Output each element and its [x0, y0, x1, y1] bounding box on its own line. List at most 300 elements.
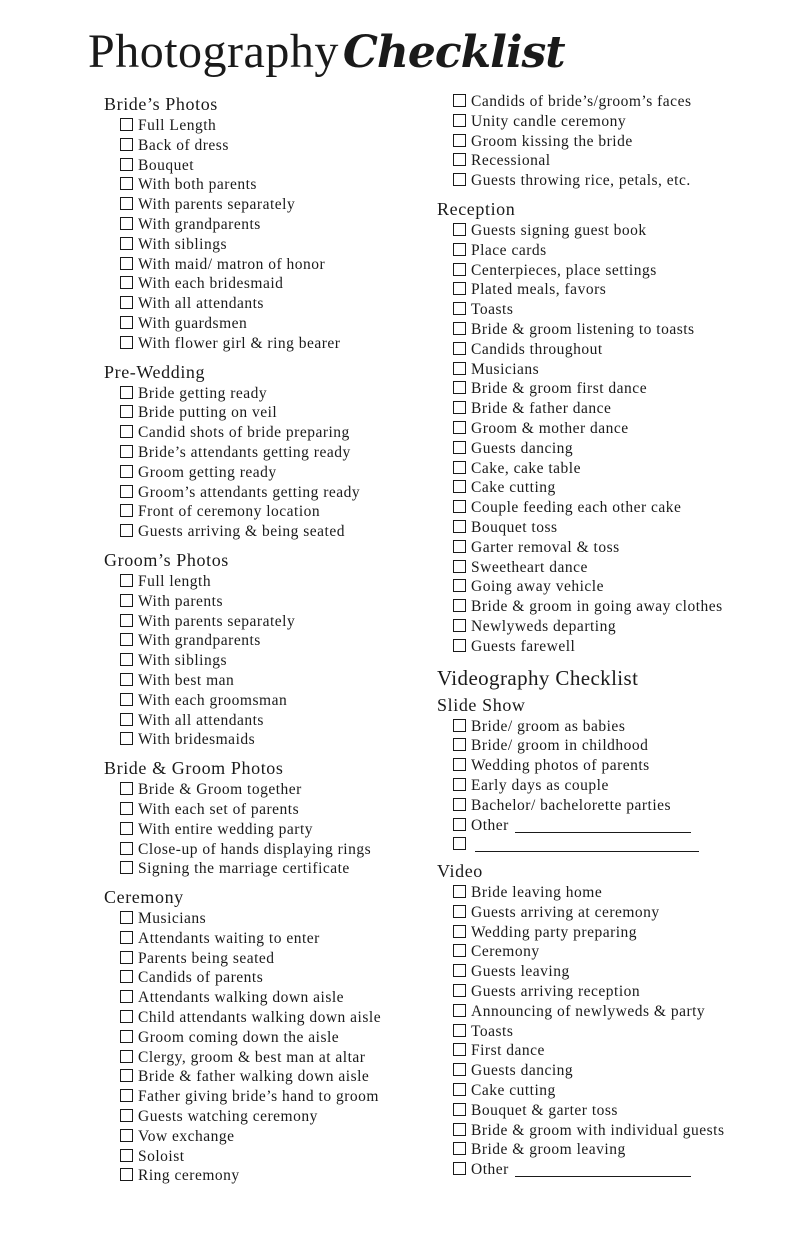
checklist-item-label: Bouquet & garter toss	[471, 1101, 618, 1119]
title-script: Checklist	[342, 27, 565, 78]
checkbox[interactable]	[120, 693, 133, 706]
checklist-item	[437, 923, 797, 943]
checkbox[interactable]	[120, 842, 133, 855]
checkbox[interactable]	[453, 560, 466, 573]
checklist-item	[104, 255, 434, 275]
checklist-item-label: With both parents	[138, 176, 257, 194]
left-column	[104, 92, 434, 1186]
checklist-item	[437, 241, 797, 261]
checkbox[interactable]	[120, 1109, 133, 1122]
checklist-item-label: Bouquet toss	[471, 518, 558, 536]
section-heading: Pre-Wedding	[104, 361, 206, 382]
checklist-item	[104, 1067, 434, 1087]
section-heading: Groom’s Photos	[104, 549, 229, 570]
checkbox[interactable]	[453, 114, 466, 127]
checklist-item-label: Father giving bride’s hand to groom	[138, 1088, 379, 1106]
checklist-section	[104, 360, 434, 542]
checklist-item-label: Cake, cake table	[471, 459, 581, 477]
checklist-item-label: With maid/ matron of honor	[138, 255, 326, 273]
checkbox[interactable]	[453, 1024, 466, 1037]
checklist-item-label: With all attendants	[138, 295, 264, 313]
write-in-line[interactable]	[475, 839, 699, 852]
checklist-item	[437, 171, 797, 191]
checklist-item	[104, 780, 434, 800]
checklist-item-label: With grandparents	[138, 632, 261, 650]
checklist-item-label: First dance	[471, 1042, 545, 1060]
checklist-item	[437, 498, 797, 518]
checklist-item-label: Bride & father walking down aisle	[138, 1068, 370, 1086]
checkbox[interactable]	[453, 381, 466, 394]
checklist-item	[104, 463, 434, 483]
checklist-item-label: Wedding party preparing	[471, 923, 638, 941]
checklist-item	[437, 756, 797, 776]
checkbox[interactable]	[120, 970, 133, 983]
checklist-item	[437, 379, 797, 399]
videography-title: Videography Checklist	[437, 665, 639, 690]
checklist-item	[104, 136, 434, 156]
checklist-item	[104, 483, 434, 503]
checkbox[interactable]	[453, 1123, 466, 1136]
checklist-item	[104, 909, 434, 929]
checklist-item-label: Toasts	[471, 301, 514, 319]
checklist-item	[104, 1147, 434, 1167]
checklist-item-label: Bride & father dance	[471, 400, 612, 418]
checkbox[interactable]	[120, 197, 133, 210]
checkbox[interactable]	[120, 951, 133, 964]
section-slide-show	[437, 693, 797, 856]
checkbox[interactable]	[120, 276, 133, 289]
checkbox[interactable]	[453, 322, 466, 335]
checkbox[interactable]	[453, 520, 466, 533]
checklist-item	[104, 175, 434, 195]
checklist-item	[437, 597, 797, 617]
checklist-item-label: Guests arriving at ceremony	[471, 903, 660, 921]
checklist-item-label: Plated meals, favors	[471, 281, 607, 299]
checklist-item	[437, 132, 797, 152]
checklist-item	[437, 717, 797, 737]
checklist-item	[104, 572, 434, 592]
checklist-item-label: Newlyweds departing	[471, 617, 617, 635]
checkbox[interactable]	[120, 732, 133, 745]
checklist-item	[437, 942, 797, 962]
checklist-item-label: Bride getting ready	[138, 384, 268, 402]
checkbox[interactable]	[453, 1004, 466, 1017]
checklist-item-label: Garter removal & toss	[471, 538, 620, 556]
checklist-item	[104, 671, 434, 691]
checkbox[interactable]	[453, 599, 466, 612]
checklist-item	[104, 403, 434, 423]
checklist-item-label: Bride & Groom together	[138, 781, 302, 799]
checkbox[interactable]	[453, 421, 466, 434]
checklist-item	[104, 116, 434, 136]
checklist-item	[437, 300, 797, 320]
checklist-item-label: Bride & groom leaving	[471, 1141, 626, 1159]
checklist-item	[437, 637, 797, 657]
checklist-item	[437, 736, 797, 756]
checklist-item	[104, 314, 434, 334]
checkbox[interactable]	[453, 263, 466, 276]
checkbox[interactable]	[453, 1063, 466, 1076]
checklist-item-label: With parents separately	[138, 612, 296, 630]
checkbox[interactable]	[453, 342, 466, 355]
checkbox[interactable]	[120, 1030, 133, 1043]
checkbox[interactable]	[453, 1083, 466, 1096]
checkbox[interactable]	[120, 1089, 133, 1102]
checklist-item-label: With siblings	[138, 235, 227, 253]
checklist-item-label: Bride & groom first dance	[471, 380, 648, 398]
checklist-item	[104, 1008, 434, 1028]
checkbox[interactable]	[120, 861, 133, 874]
checklist-item	[104, 929, 434, 949]
checkbox[interactable]	[120, 1168, 133, 1181]
write-in-line[interactable]	[515, 820, 691, 833]
checklist-item	[437, 320, 797, 340]
checklist-item	[437, 558, 797, 578]
checklist-item-label: Bouquet	[138, 156, 195, 174]
checkbox[interactable]	[453, 964, 466, 977]
checklist-item	[104, 592, 434, 612]
checkbox[interactable]	[453, 441, 466, 454]
checklist-item	[437, 962, 797, 982]
checklist-section	[104, 548, 434, 750]
checkbox[interactable]	[453, 925, 466, 938]
checklist-item-label: Guests watching ceremony	[138, 1108, 318, 1126]
checklist-item	[104, 423, 434, 443]
checklist-item-label: Attendants waiting to enter	[138, 929, 320, 947]
checklist-item-label: Guests arriving & being seated	[138, 523, 345, 541]
checklist-item	[437, 1022, 797, 1042]
checklist-item-label: Guests dancing	[471, 439, 574, 457]
checkbox[interactable]	[120, 386, 133, 399]
checklist-item-label: Full Length	[138, 117, 217, 134]
checklist-item	[104, 274, 434, 294]
checkbox[interactable]	[120, 1069, 133, 1082]
checkbox[interactable]	[453, 639, 466, 652]
checkbox[interactable]	[453, 1103, 466, 1116]
checklist-item	[104, 334, 434, 354]
checklist-item-label: Candid shots of bride preparing	[138, 424, 350, 442]
checklist-item	[437, 1101, 797, 1121]
checkbox[interactable]	[120, 1129, 133, 1142]
checklist-item-label: Other	[471, 816, 509, 834]
checkbox[interactable]	[120, 504, 133, 517]
checkbox[interactable]	[453, 461, 466, 474]
checklist-item	[104, 631, 434, 651]
section-heading: Bride & Groom Photos	[104, 758, 284, 779]
checklist-item	[104, 988, 434, 1008]
checkbox[interactable]	[120, 138, 133, 151]
checklist-item-label: Bride & groom with individual guests	[471, 1121, 725, 1139]
right-column	[437, 92, 797, 1180]
checklist-item	[437, 982, 797, 1002]
checkbox[interactable]	[453, 500, 466, 513]
checkbox[interactable]	[120, 990, 133, 1003]
checklist-item-label: Child attendants walking down aisle	[138, 1009, 382, 1027]
checklist-item-label: Front of ceremony location	[138, 503, 321, 521]
checklist-item	[437, 883, 797, 903]
checkbox[interactable]	[453, 302, 466, 315]
checklist-item-label: Guests leaving	[471, 963, 570, 981]
checklist-item-label: Parents being seated	[138, 949, 275, 967]
checklist-item-label: With parents separately	[138, 196, 296, 214]
checkbox[interactable]	[453, 94, 466, 107]
checklist-item	[437, 1140, 797, 1160]
checklist-item	[104, 1107, 434, 1127]
checkbox[interactable]	[120, 782, 133, 795]
checklist-item-label: With siblings	[138, 652, 227, 670]
checklist-item	[437, 1061, 797, 1081]
checkbox[interactable]	[120, 614, 133, 627]
checklist-item-label: With grandparents	[138, 215, 261, 233]
checklist-item-label: Bachelor/ bachelorette parties	[471, 796, 672, 814]
checklist-item-label: Groom getting ready	[138, 463, 277, 481]
checklist-item-label: With flower girl & ring bearer	[138, 334, 341, 352]
checkbox[interactable]	[120, 425, 133, 438]
checklist-item	[437, 92, 797, 112]
checkbox[interactable]	[453, 984, 466, 997]
checklist-item	[104, 949, 434, 969]
checklist-section	[104, 92, 434, 354]
checklist-item	[104, 1166, 434, 1186]
checklist-item-label: Toasts	[471, 1022, 514, 1040]
checklist-item	[437, 399, 797, 419]
checklist-item-label: Groom & mother dance	[471, 419, 629, 437]
checklist-item	[437, 261, 797, 281]
checklist-item-label: Candids of parents	[138, 969, 264, 987]
checklist-item-label: Sweetheart dance	[471, 558, 588, 576]
checkbox[interactable]	[453, 1043, 466, 1056]
checklist-item	[104, 522, 434, 542]
checklist-section	[104, 756, 434, 879]
checklist-item-label: Wedding photos of parents	[471, 757, 650, 775]
checkbox[interactable]	[120, 158, 133, 171]
checklist-item-label: Ring ceremony	[138, 1167, 240, 1185]
checklist-item	[437, 1041, 797, 1061]
checkbox[interactable]	[120, 802, 133, 815]
checkbox[interactable]	[453, 1142, 466, 1155]
checklist-item	[437, 518, 797, 538]
checklist-item	[104, 215, 434, 235]
section-heading: Bride’s Photos	[104, 94, 218, 114]
checkbox[interactable]	[453, 619, 466, 632]
write-in-line[interactable]	[515, 1164, 691, 1177]
checkbox[interactable]	[120, 931, 133, 944]
checkbox[interactable]	[120, 237, 133, 250]
checklist-item	[104, 800, 434, 820]
checklist-item	[104, 968, 434, 988]
checklist-item	[437, 835, 797, 855]
checklist-item-label: Attendants walking down aisle	[138, 989, 345, 1007]
checkbox[interactable]	[120, 1010, 133, 1023]
checklist-item	[104, 1048, 434, 1068]
checklist-item-label: With each groomsman	[138, 691, 288, 709]
checklist-item	[104, 711, 434, 731]
checklist-item-label: Signing the marriage certificate	[138, 860, 350, 878]
checklist-item	[104, 384, 434, 404]
section-video	[437, 859, 797, 1180]
checkbox[interactable]	[453, 243, 466, 256]
checkbox[interactable]	[453, 738, 466, 751]
checklist-item-label: Bride leaving home	[471, 884, 603, 902]
checkbox[interactable]	[453, 401, 466, 414]
checklist-item-label: Going away vehicle	[471, 578, 604, 596]
checklist-item-label: With all attendants	[138, 711, 264, 729]
checklist-item-label: Guests dancing	[471, 1062, 574, 1080]
checklist-item-label: Guests farewell	[471, 637, 576, 655]
checklist-item-label: Groom coming down the aisle	[138, 1028, 340, 1046]
checkbox[interactable]	[453, 885, 466, 898]
title-main: Photography	[88, 25, 339, 78]
checkbox[interactable]	[453, 362, 466, 375]
checklist-item	[104, 1087, 434, 1107]
checklist-item	[104, 156, 434, 176]
checkbox[interactable]	[120, 822, 133, 835]
checklist-item-label: Unity candle ceremony	[471, 112, 627, 130]
checklist-item-label: Musicians	[138, 910, 207, 928]
checklist-item-label: Soloist	[138, 1147, 185, 1165]
checkbox[interactable]	[120, 911, 133, 924]
checklist-item-label: Groom’s attendants getting ready	[138, 483, 361, 501]
checkbox[interactable]	[453, 134, 466, 147]
checkbox[interactable]	[453, 798, 466, 811]
checklist-item	[437, 340, 797, 360]
checklist-item	[437, 419, 797, 439]
checklist-item	[437, 1002, 797, 1022]
section-ceremony-continued	[437, 92, 797, 191]
checklist-item-label: Groom kissing the bride	[471, 132, 633, 150]
checklist-item	[437, 776, 797, 796]
checklist-item	[437, 112, 797, 132]
checkbox[interactable]	[453, 818, 466, 831]
section-heading: Ceremony	[104, 887, 184, 908]
checkbox[interactable]	[120, 296, 133, 309]
checkbox[interactable]	[120, 1149, 133, 1162]
checklist-item-label: With parents	[138, 592, 224, 610]
checkbox[interactable]	[120, 574, 133, 587]
checkbox[interactable]	[120, 257, 133, 270]
checklist-item	[104, 195, 434, 215]
checkbox[interactable]	[120, 524, 133, 537]
checklist-section	[104, 885, 434, 1186]
checklist-item	[437, 478, 797, 498]
checklist-item-label: Centerpieces, place settings	[471, 261, 657, 279]
checklist-item	[437, 1081, 797, 1101]
checkbox[interactable]	[120, 217, 133, 230]
checkbox[interactable]	[453, 480, 466, 493]
checklist-item	[437, 459, 797, 479]
checkbox[interactable]	[453, 905, 466, 918]
checklist-item-label: Bride putting on veil	[138, 404, 278, 422]
checkbox[interactable]	[120, 336, 133, 349]
checkbox[interactable]	[453, 1162, 466, 1175]
section-heading: Slide Show	[437, 694, 526, 715]
checkbox[interactable]	[120, 177, 133, 190]
checklist-item	[437, 1121, 797, 1141]
checklist-item	[104, 840, 434, 860]
checklist-item	[104, 235, 434, 255]
checklist-item-label: Bride/ groom as babies	[471, 717, 626, 735]
checklist-item	[437, 617, 797, 637]
checklist-item	[104, 859, 434, 879]
checklist-item-label: Announcing of newlyweds & party	[471, 1002, 706, 1020]
checklist-item-label: Vow exchange	[138, 1127, 235, 1145]
checklist-item-label: Clergy, groom & best man at altar	[138, 1048, 366, 1066]
checklist-item-label: Recessional	[471, 152, 551, 170]
checklist-item-label: Guests throwing rice, petals, etc.	[471, 172, 691, 190]
checklist-item-label: Back of dress	[138, 136, 229, 154]
checkbox[interactable]	[453, 153, 466, 166]
checklist-item	[104, 820, 434, 840]
checklist-item-label: Bride/ groom in childhood	[471, 737, 649, 755]
checkbox[interactable]	[120, 118, 133, 131]
checklist-item	[437, 577, 797, 597]
checkbox[interactable]	[120, 633, 133, 646]
checkbox[interactable]	[120, 653, 133, 666]
checklist-item-label: Cake cutting	[471, 479, 556, 497]
checklist-item	[104, 1127, 434, 1147]
checkbox[interactable]	[453, 282, 466, 295]
checklist-item-label: Musicians	[471, 360, 540, 378]
checkbox[interactable]	[120, 594, 133, 607]
checklist-item	[437, 151, 797, 171]
checkbox[interactable]	[453, 579, 466, 592]
checklist-item	[104, 691, 434, 711]
checkbox[interactable]	[120, 713, 133, 726]
checkbox[interactable]	[453, 758, 466, 771]
checkbox[interactable]	[453, 223, 466, 236]
checklist-item-label: Candids of bride’s/groom’s faces	[471, 93, 692, 110]
page-title	[88, 24, 565, 94]
checklist-item-label: Early days as couple	[471, 776, 609, 794]
checklist-item-label: Couple feeding each other cake	[471, 499, 682, 517]
checkbox[interactable]	[453, 540, 466, 553]
checklist-item	[104, 1028, 434, 1048]
checklist-item	[437, 280, 797, 300]
checkbox[interactable]	[120, 405, 133, 418]
checkbox[interactable]	[453, 944, 466, 957]
checklist-item	[437, 439, 797, 459]
checklist-item-label: Ceremony	[471, 943, 540, 961]
checkbox[interactable]	[120, 673, 133, 686]
checklist-item-label: Bride & groom in going away clothes	[471, 598, 723, 616]
checklist-item-label: With entire wedding party	[138, 820, 314, 838]
checklist-item-label: With each bridesmaid	[138, 275, 284, 293]
checkbox[interactable]	[453, 719, 466, 732]
checklist-item	[437, 538, 797, 558]
checkbox[interactable]	[120, 465, 133, 478]
checkbox[interactable]	[453, 837, 466, 850]
checklist-item	[437, 360, 797, 380]
checklist-item-label: Full length	[138, 572, 212, 590]
checkbox[interactable]	[120, 445, 133, 458]
checklist-item	[437, 1160, 797, 1180]
checklist-item	[437, 796, 797, 816]
checkbox[interactable]	[120, 485, 133, 498]
checkbox[interactable]	[453, 778, 466, 791]
checklist-item	[437, 903, 797, 923]
checklist-item-label: Candids throughout	[471, 340, 603, 358]
checkbox[interactable]	[120, 316, 133, 329]
checkbox[interactable]	[120, 1050, 133, 1063]
checklist-item	[104, 502, 434, 522]
checkbox[interactable]	[453, 173, 466, 186]
checklist-item-label: With guardsmen	[138, 314, 248, 332]
checklist-item-label: Bride & groom listening to toasts	[471, 320, 695, 338]
section-reception	[437, 197, 797, 657]
checklist-item-label: With best man	[138, 671, 235, 689]
checklist-item-label: Place cards	[471, 241, 547, 259]
section-heading: Reception	[437, 198, 516, 219]
